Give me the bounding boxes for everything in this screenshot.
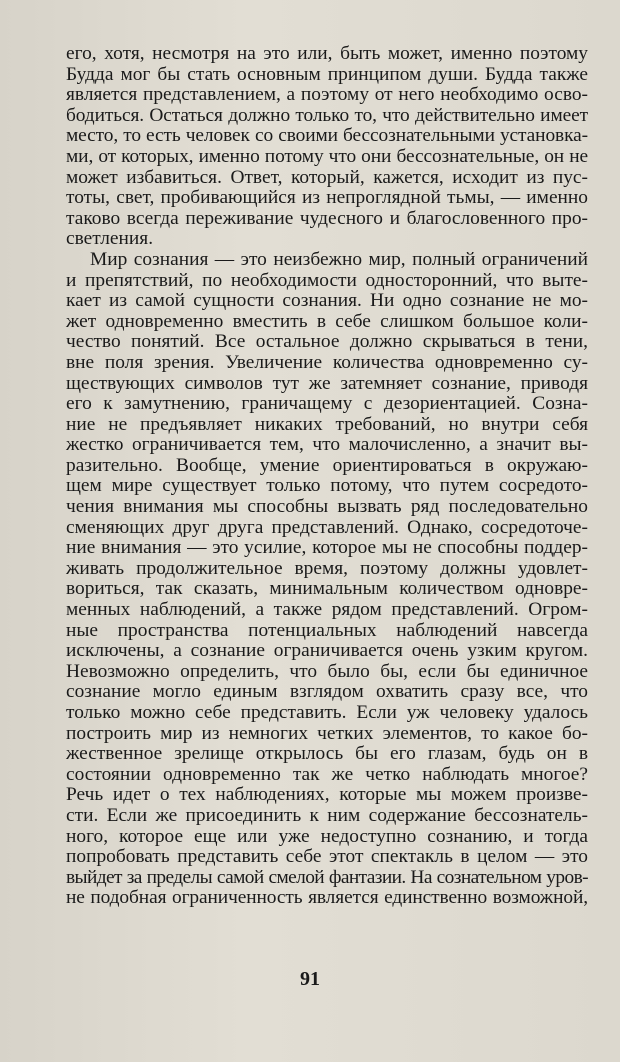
text-line: является представлением, а поэтому от него необходимо осво- xyxy=(66,84,588,106)
text-line: ние внимания — это усилие, которое мы не способны поддер- xyxy=(66,537,588,559)
text-line: его, хотя, несмотря на это или, быть может, именно поэтому xyxy=(66,43,588,64)
text-line: менных наблюдений, а также рядом представлений. Огром- xyxy=(66,599,588,621)
text-line: ми, от которых, именно потому что они бессознательные, он не xyxy=(66,145,588,167)
text-line: состоянии одновременно так же четко наблюдать многое? xyxy=(66,763,588,785)
text-line: попробовать представить себе этот спектакль в целом — это xyxy=(66,846,588,868)
text-line: вориться, так сказать, минимальным количеством одновре- xyxy=(66,578,588,600)
text-line: бодиться. Остаться должно только то, что действительно имеет xyxy=(66,104,588,126)
text-line: Невозможно определить, что было бы, если бы единичное xyxy=(66,660,588,682)
text-line: не подобная ограниченность является единственно возможной, xyxy=(66,887,588,909)
page-number: 91 xyxy=(300,968,320,990)
text-line: жет одновременно вместить в себе слишком большое коли- xyxy=(66,310,588,332)
text-line: ного, которое еще или уже недоступно сознанию, и тогда xyxy=(66,825,588,847)
text-line: жестко ограничивается тем, что малочисленно, а значит вы- xyxy=(66,434,588,456)
text-line: кает из самой сущности сознания. Ни одно сознание не мо- xyxy=(66,290,588,312)
text-line: ние не предъявляет никаких требований, но внутри себя xyxy=(66,413,588,435)
text-line: построить мир из немногих четких элементов, то какое бо- xyxy=(66,722,588,744)
text-line: и препятствий, по необходимости односторонний, что выте- xyxy=(66,269,588,291)
text-line: живать продолжительное время, поэтому должны удовлет- xyxy=(66,557,588,579)
text-line: может избавиться. Ответ, который, кажется, исходит из пус- xyxy=(66,166,588,188)
text-line: Будда мог бы стать основным принципом души. Будда также xyxy=(66,63,588,85)
text-line: щем мире существует только потому, что путем сосредото- xyxy=(66,475,588,497)
text-line: светления. xyxy=(66,228,154,250)
text-line: сознание могло единым взглядом охватить сразу все, что xyxy=(66,681,588,703)
text-line: таково всегда переживание чудесного и благословенного про- xyxy=(66,207,588,229)
text-line: его к замутнению, граничащему с дезориентацией. Созна- xyxy=(66,393,588,415)
text-line: чения внимания мы способны вызвать ряд последовательно xyxy=(66,496,588,518)
text-line: только можно себе представить. Если уж человеку удалось xyxy=(66,702,588,723)
text-line: тоты, свет, пробивающийся из непроглядной тьмы, — именно xyxy=(66,187,588,209)
text-line: ществующих символов тут же затемняет сознание, приводя xyxy=(66,372,588,394)
body-text xyxy=(66,44,588,909)
text-line: исключены, а сознание ограничивается очень узким кругом. xyxy=(66,640,588,662)
text-line: место, то есть человек со своими бессознательными установка- xyxy=(66,125,588,147)
text-line: сти. Если же присоединить к ним содержание бессознатель- xyxy=(66,804,588,826)
text-line: выйдет за пределы самой смелой фантазии. На сознательном уров- xyxy=(66,866,588,888)
text-line: разительно. Вообще, умение ориентироваться в окружаю- xyxy=(66,454,588,476)
text-line: ные пространства потенциальных наблюдений навсегда xyxy=(66,619,588,641)
text-line: сменяющих друг друга представлений. Однако, сосредоточе- xyxy=(66,516,588,538)
text-line: жественное зрелище открылось бы его глазам, будь он в xyxy=(66,743,588,765)
text-line: Речь идет о тех наблюдениях, которые мы можем произве- xyxy=(66,784,588,806)
text-line: вне поля зрения. Увеличение количества одновременно су- xyxy=(66,351,588,373)
text-line: чество понятий. Все остальное должно скрываться в тени, xyxy=(66,331,588,353)
paragraph-start-line: Мир сознания — это неизбежно мир, полный ограничений xyxy=(90,248,588,270)
